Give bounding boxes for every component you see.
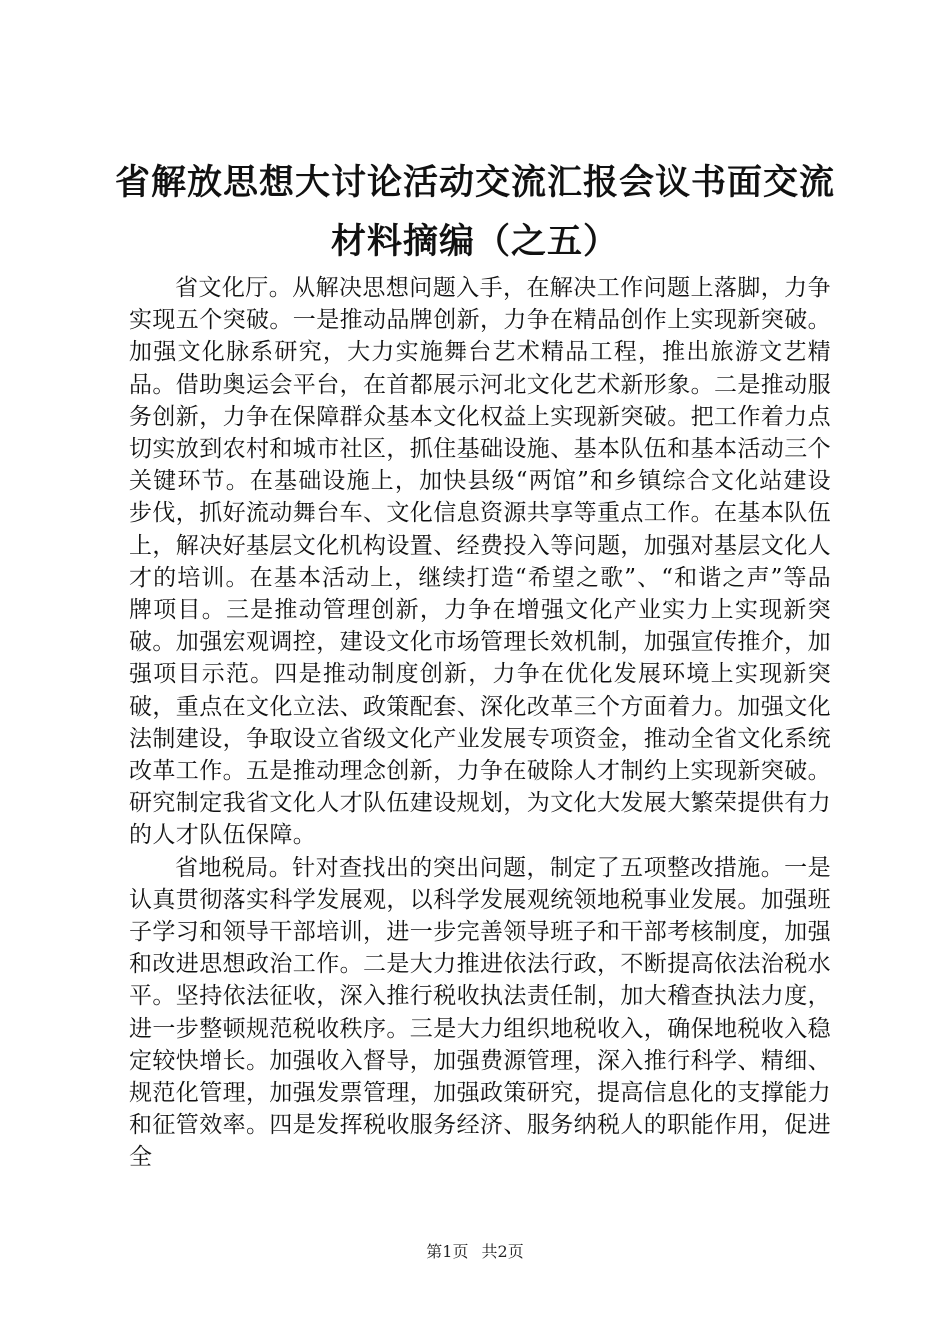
page-footer <box>0 1242 950 1262</box>
document-title-line-1: 省解放思想大讨论活动交流汇报会议书面交流 <box>114 163 835 203</box>
page-number-current: 第1页 <box>426 1242 469 1261</box>
document-title-line-2: 材料摘编（之五） <box>330 222 619 262</box>
page-number-total: 共2页 <box>481 1242 524 1261</box>
document-body <box>129 272 831 1174</box>
paragraph-culture-dept: 省文化厅。从解决思想问题入手，在解决工作问题上落脚，力争实现五个突破。一是推动品牌创新，力争在精品创作上实现新突破。加强文化脉系研究，大力实施舞台艺术精品工程，推出旅游文艺精品。借助奥运会平台，在首都展示河北文化艺术新形象。二是推动服务创新，力争在保障群众基本文化权益上实现新突破。把工作着力点切实放到农村和城市社区，抓住基础设施、基本队伍和基本活动三个关键环节。在基础设施上，加快县级“两馆”和乡镇综合文化站建设步伐，抓好流动舞台车、文化信息资源共享等重点工作。在基本队伍上，解决好基层文化机构设置、经费投入等问题，加强对基层文化人才的培训。在基本活动上，继续打造“希望之歌”、“和谐之声”等品牌项目。三是推动管理创新，力争在增强文化产业实力上实现新突破。加强宏观调控，建设文化市场管理长效机制，加强宣传推介，加强项目示范。四是推动制度创新，力争在优化发展环境上实现新突破，重点在文化立法、政策配套、深化改革三个方面着力。加强文化法制建设，争取设立省级文化产业发展专项资金，推动全省文化系统改革工作。五是推动理念创新，力争在破除人才制约上实现新突破。研究制定我省文化人才队伍建设规划，为文化大发展大繁荣提供有力的人才队伍保障。 <box>129 275 831 849</box>
paragraph-local-tax-bureau: 省地税局。针对查找出的突出问题，制定了五项整改措施。一是认真贯彻落实科学发展观，以科学发展观统领地税事业发展。加强班子学习和领导干部培训，进一步完善领导班子和干部考核制度，加强和改进思想政治工作。二是大力推进依法行政，不断提高依法治税水平。坚持依法征收，深入推行税收执法责任制，加大稽查执法力度，进一步整顿规范税收秩序。三是大力组织地税收入，确保地税收入稳定较快增长。加强收入督导，加强费源管理，深入推行科学、精细、规范化管理，加强发票管理，加强政策研究，提高信息化的支撑能力和征管效率。四是发挥税收服务经济、服务纳税人的职能作用，促进全 <box>129 854 831 1171</box>
